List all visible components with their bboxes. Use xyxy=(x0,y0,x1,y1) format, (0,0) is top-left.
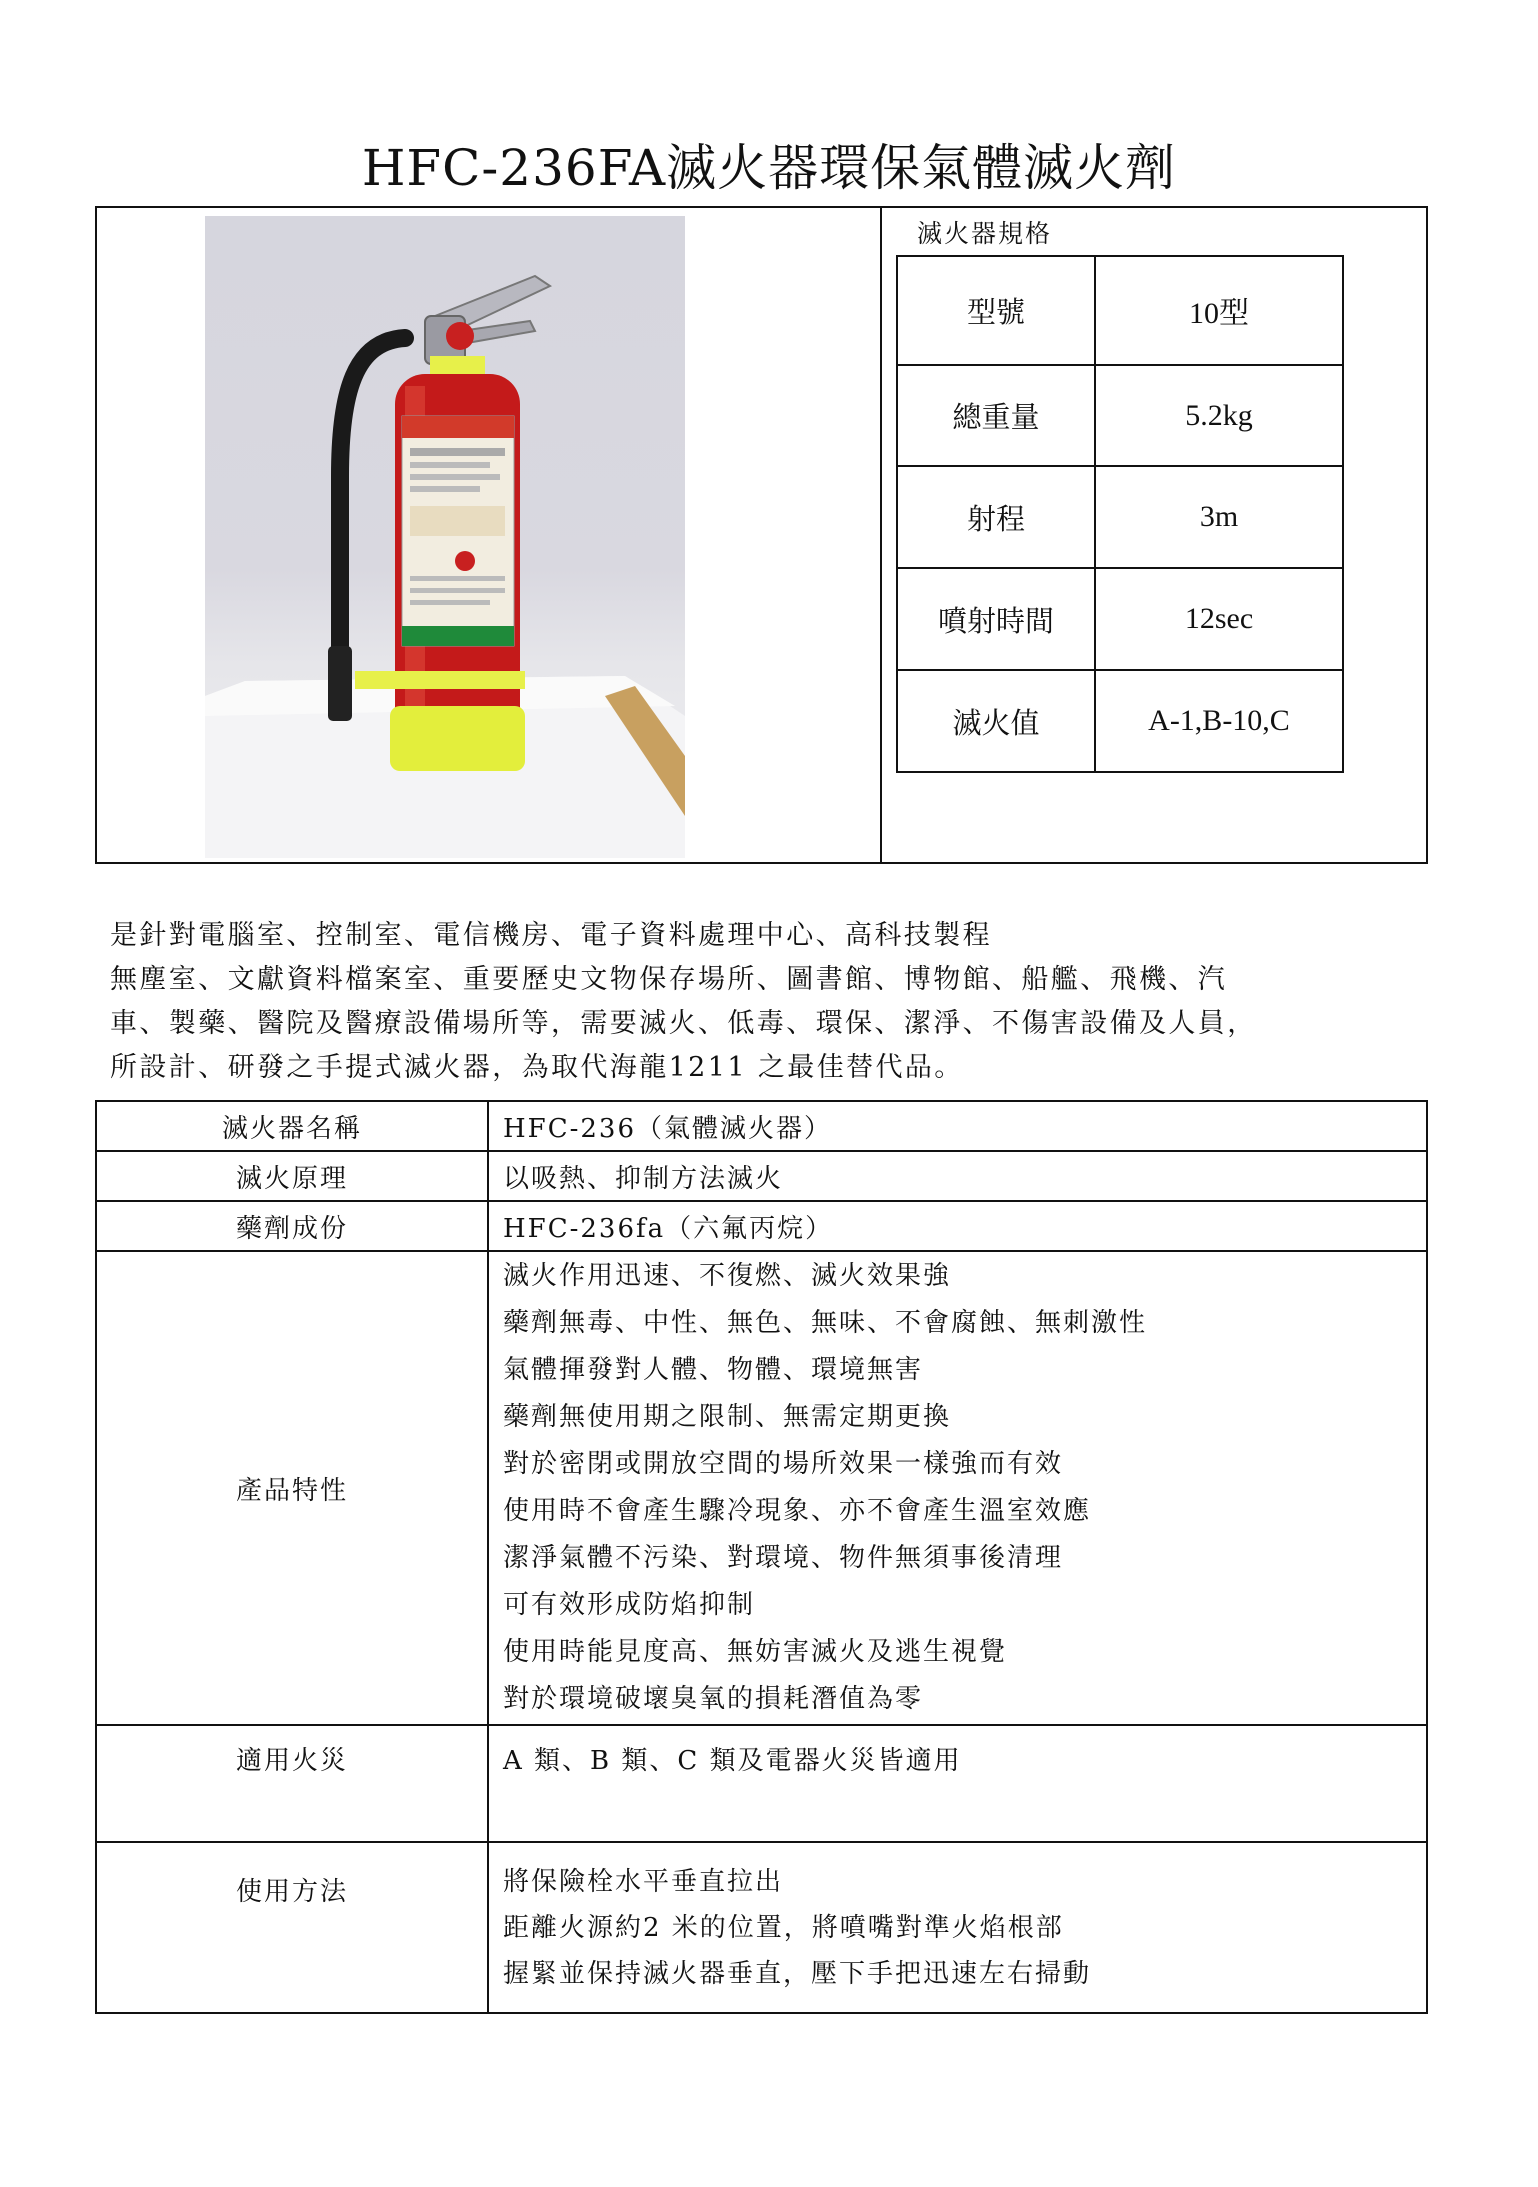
feature-item: 對於環境破壞臭氧的損耗潛值為零 xyxy=(503,1684,924,1714)
feature-item: 使用時能見度高、無妨害滅火及逃生視覺 xyxy=(503,1637,1008,1667)
description-line: 無塵室、文獻資料檔案室、重要歷史文物保存場所、圖書館、博物館、船艦、飛機、汽 xyxy=(110,964,1228,995)
info-row-name xyxy=(96,1101,1427,1151)
divider xyxy=(880,208,882,862)
info-row-application xyxy=(96,1725,1427,1842)
features-list xyxy=(488,1251,1427,1725)
spec-value: 12sec xyxy=(1095,568,1343,670)
fire-extinguisher-photo xyxy=(205,216,685,858)
spec-row xyxy=(897,365,1343,467)
spec-row xyxy=(897,568,1343,670)
usage-step: 將保險栓水平垂直拉出 xyxy=(503,1866,784,1897)
feature-item: 藥劑無毒、中性、無色、無味、不會腐蝕、無刺激性 xyxy=(503,1308,1148,1338)
page-title: HFC-236FA滅火器環保氣體滅火劑 xyxy=(361,139,1177,197)
spec-label: 噴射時間 xyxy=(897,568,1095,670)
spec-label: 總重量 xyxy=(897,365,1095,467)
spec-value: 5.2kg xyxy=(1095,365,1343,467)
info-row-component xyxy=(96,1201,1427,1251)
usage-list xyxy=(488,1842,1427,2013)
spec-label: 型號 xyxy=(897,256,1095,365)
fire-extinguisher-illustration xyxy=(205,216,685,858)
feature-item: 藥劑無使用期之限制、無需定期更換 xyxy=(503,1402,952,1432)
feature-item: 可有效形成防焰抑制 xyxy=(503,1590,756,1620)
info-row-principle xyxy=(96,1151,1427,1201)
product-spec-box xyxy=(95,206,1428,864)
info-value: 以吸熱、抑制方法滅火 xyxy=(488,1151,1427,1201)
description-line: 所設計、研發之手提式滅火器，為取代海龍1211 之最佳替代品。 xyxy=(110,1052,964,1083)
product-info-table xyxy=(95,1100,1428,2014)
feature-item: 對於密閉或開放空間的場所效果一樣強而有效 xyxy=(503,1449,1064,1479)
usage-step: 距離火源約2 米的位置，將噴嘴對準火焰根部 xyxy=(503,1912,1064,1943)
info-value: A 類、B 類、C 類及電器火災皆適用 xyxy=(488,1725,1427,1842)
description-line: 車、製藥、醫院及醫療設備場所等，需要滅火、低毒、環保、潔淨、不傷害設備及人員， xyxy=(110,1008,1257,1039)
spec-row xyxy=(897,670,1343,772)
spec-table xyxy=(896,255,1344,773)
feature-item: 氣體揮發對人體、物體、環境無害 xyxy=(503,1355,924,1385)
usage-step: 握緊並保持滅火器垂直，壓下手把迅速左右掃動 xyxy=(503,1958,1092,1989)
spec-value: 3m xyxy=(1095,466,1343,568)
info-label: 滅火器名稱 xyxy=(96,1101,488,1151)
spec-row xyxy=(897,256,1343,365)
spec-caption: 滅火器規格 xyxy=(917,219,1053,248)
info-label: 產品特性 xyxy=(96,1251,488,1725)
feature-item: 潔淨氣體不污染、對環境、物件無須事後清理 xyxy=(503,1543,1064,1573)
info-label: 藥劑成份 xyxy=(96,1201,488,1251)
feature-item: 滅火作用迅速、不復燃、滅火效果強 xyxy=(503,1261,952,1291)
info-row-usage xyxy=(96,1842,1427,2013)
feature-item: 使用時不會產生驟冷現象、亦不會產生溫室效應 xyxy=(503,1496,1092,1526)
spec-label: 滅火值 xyxy=(897,670,1095,772)
info-value: HFC-236fa（六氟丙烷） xyxy=(488,1201,1427,1251)
description-line: 是針對電腦室、控制室、電信機房、電子資料處理中心、高科技製程 xyxy=(110,920,992,951)
info-label: 適用火災 xyxy=(96,1725,488,1842)
info-label: 使用方法 xyxy=(96,1842,488,2013)
info-label: 滅火原理 xyxy=(96,1151,488,1201)
spec-value: 10型 xyxy=(1095,256,1343,365)
spec-label: 射程 xyxy=(897,466,1095,568)
spec-value: A-1,B-10,C xyxy=(1095,670,1343,772)
spec-row xyxy=(897,466,1343,568)
description-paragraph xyxy=(110,914,1410,1090)
info-value: HFC-236（氣體滅火器） xyxy=(488,1101,1427,1151)
info-row-features xyxy=(96,1251,1427,1725)
